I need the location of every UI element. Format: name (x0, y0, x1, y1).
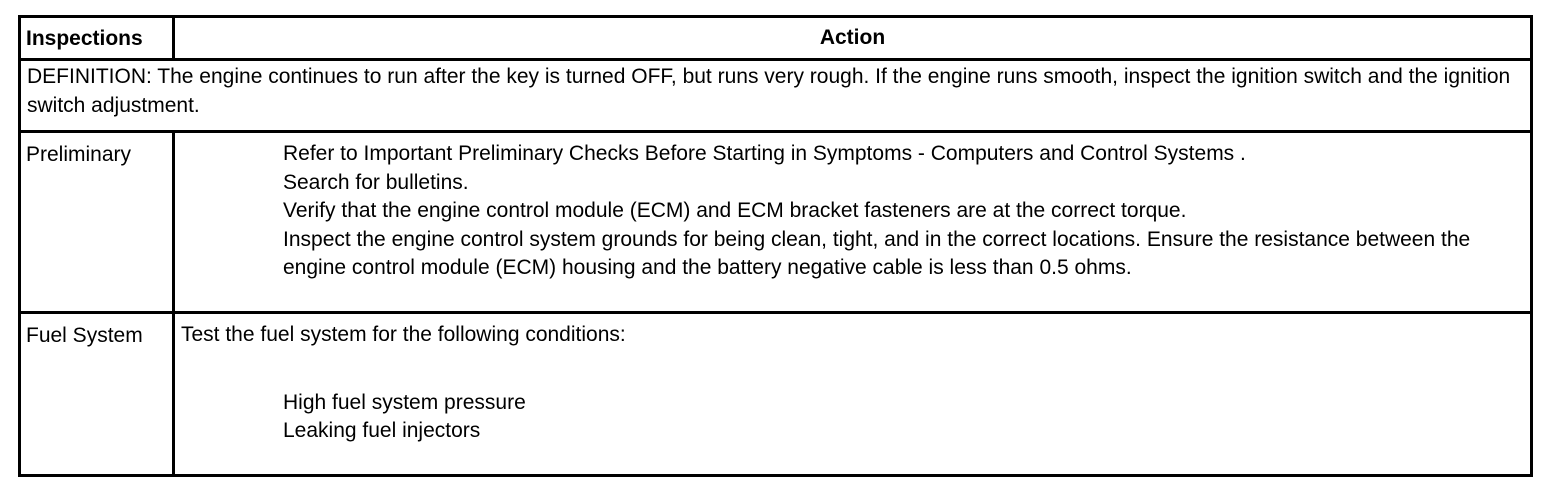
definition-row (20, 60, 1532, 132)
action-header: Action (174, 17, 1532, 60)
list-item: Inspect the engine control system grounds for being clean, tight, and in the correct locations. Ensure the resistance between the engine control module (ECM) housing and the battery negative cable is less than 0.5 ohms. (283, 227, 1471, 279)
list-item: Refer to Important Preliminary Checks Before Starting in Symptoms - Computers and Control Systems . (283, 142, 1246, 165)
inspections-header: Inspections (20, 17, 174, 60)
action-intro: Test the fuel system for the following conditions: (181, 323, 626, 346)
list-item: High fuel system pressure (283, 390, 526, 414)
action-cell-fuel-system (174, 313, 1532, 476)
table-row-preliminary (20, 132, 1532, 313)
definition-text: DEFINITION: The engine continues to run after the key is turned OFF, but runs very rough. If the engine runs smooth, inspect the ignition switch and the ignition switch adjustment. (20, 60, 1532, 132)
inspection-label-fuel-system: Fuel System (20, 313, 174, 476)
inspection-table (18, 15, 1533, 477)
inspection-label-preliminary: Preliminary (20, 132, 174, 313)
list-item: Verify that the engine control module (ECM) and ECM bracket fasteners are at the correct torque. (283, 199, 1187, 222)
action-cell-preliminary (174, 132, 1532, 313)
list-item: Search for bulletins. (283, 170, 469, 194)
list-item: Leaking fuel injectors (283, 419, 481, 442)
table-row-fuel-system (20, 313, 1532, 476)
header-row (20, 17, 1532, 60)
